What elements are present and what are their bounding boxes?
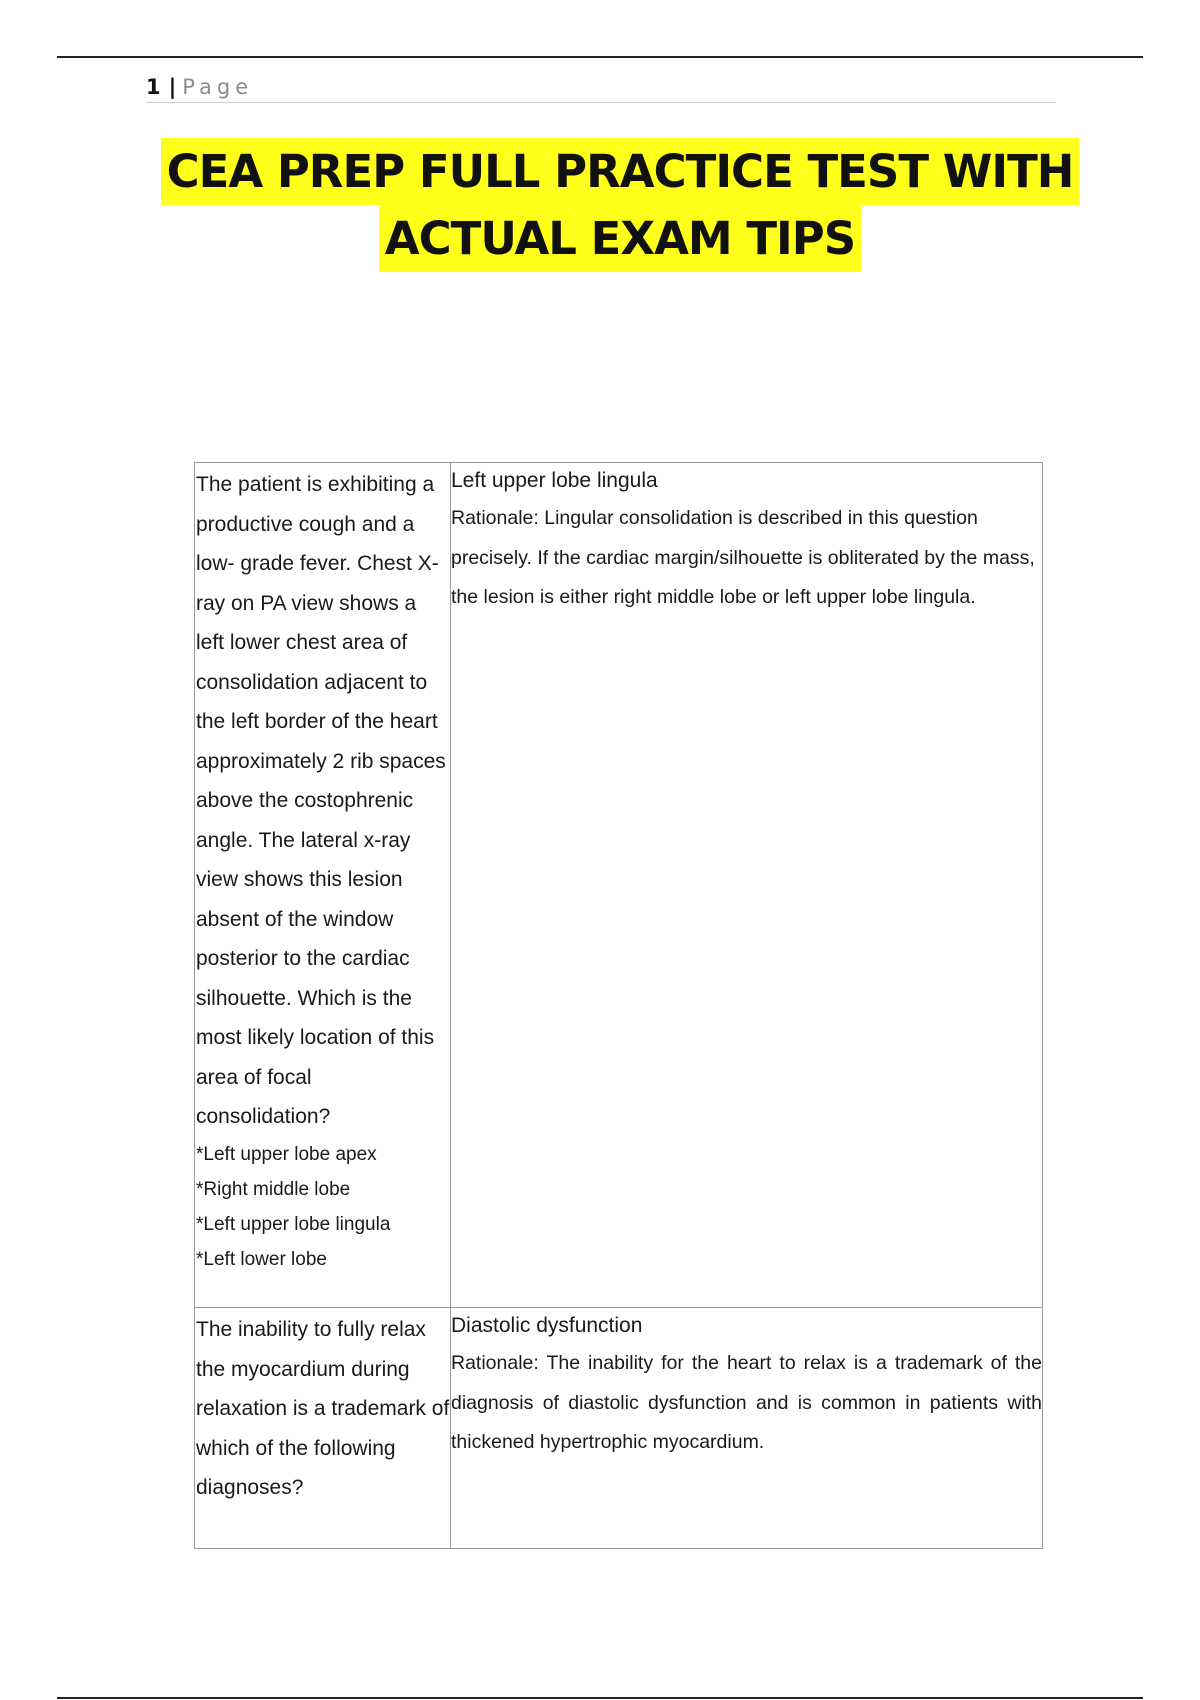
rationale-text: Rationale: Lingular consolidation is described in this question precisely. If the cardiac margin/silhouette is obliterated by the mass, the lesion is either right middle lobe or left upper lobe lingula.: [451, 507, 1035, 608]
option-item: * Left lower lobe: [196, 1242, 450, 1277]
qa-table: [194, 462, 1043, 1549]
document-title: [100, 138, 1140, 272]
option-item: * Left upper lobe lingula: [196, 1207, 450, 1242]
option-item: * Right middle lobe: [196, 1172, 450, 1207]
correct-answer: Diastolic dysfunction: [451, 1314, 643, 1337]
question-cell: [195, 463, 451, 1308]
question-text: The patient is exhibiting a productive cough and a low- grade fever. Chest X-ray on PA view shows a left lower chest area of consolidation adjacent to the left border of the heart approximately 2 rib spaces above the costophrenic angle. The lateral x-ray view shows this lesion absent of the window posterior to the cardiac silhouette. Which is the most likely location of this area of focal consolidation?: [196, 473, 446, 1128]
bottom-rule: [57, 1697, 1143, 1699]
rationale-text: Rationale: The inability for the heart to relax is a trademark of the diagnosis of diastolic dysfunction and is common in patients with thickened hypertrophic myocardium.: [451, 1352, 1042, 1453]
page-header: [146, 72, 1056, 103]
correct-answer: Left upper lobe lingula: [451, 469, 658, 492]
answer-cell: [451, 1308, 1043, 1549]
question-text: The inability to fully relax the myocardium during relaxation is a trademark of which of the following diagnoses?: [196, 1318, 450, 1499]
answer-cell: [451, 463, 1043, 1308]
table-row: [195, 463, 1043, 1308]
title-line-2: ACTUAL EXAM TIPS: [379, 205, 861, 272]
page-number: 1: [146, 75, 161, 99]
top-rule: [57, 56, 1143, 58]
title-line-1: CEA PREP FULL PRACTICE TEST WITH: [161, 138, 1080, 205]
option-item: * Left upper lobe apex: [196, 1137, 450, 1172]
page-label: Page: [182, 75, 254, 99]
answer-options: [195, 1137, 450, 1277]
question-cell: [195, 1308, 451, 1549]
page-separator: |: [168, 75, 177, 99]
table-row: [195, 1308, 1043, 1549]
